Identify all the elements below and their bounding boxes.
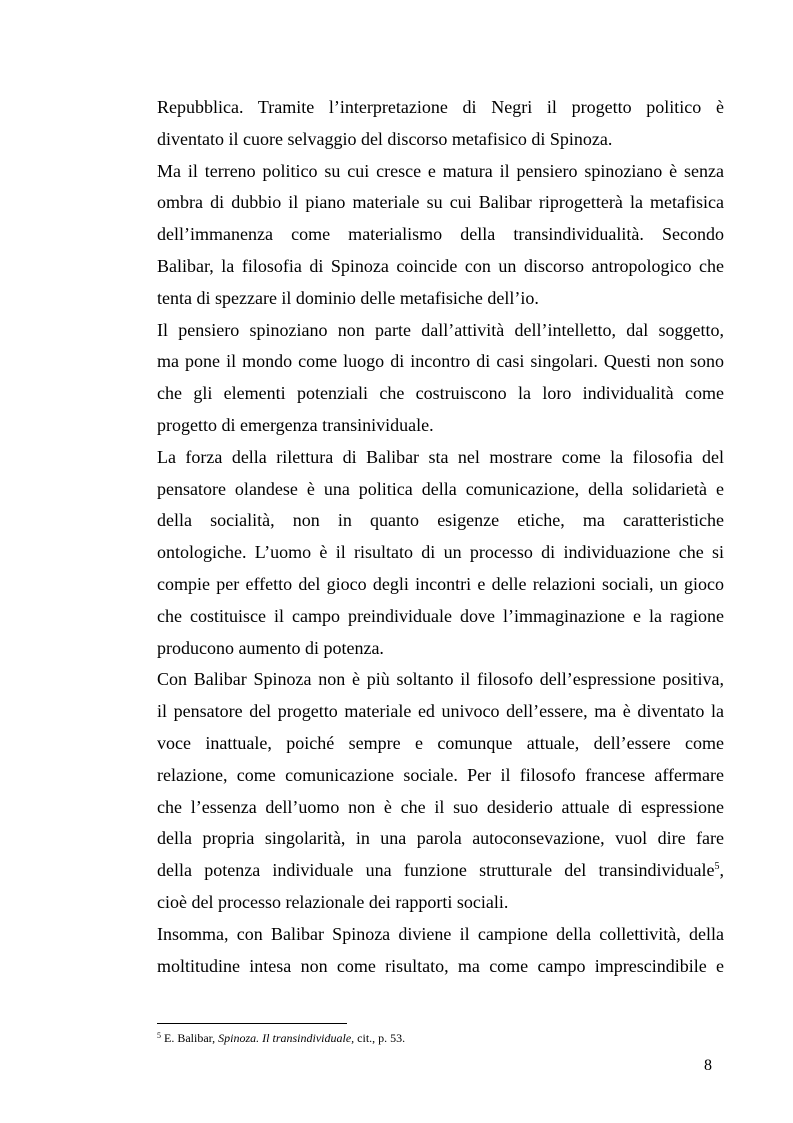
text-line-content: La forza della rilettura di Balibar sta nel mostrare come la filosofia del — [157, 446, 724, 467]
footnote-reference: 5 — [714, 861, 720, 873]
text-line-content: producono aumento di potenza. — [157, 637, 384, 658]
text-line: della potenza individuale una funzione strutturale del transindividuale$^5$, — [157, 860, 724, 881]
text-line — [157, 951, 724, 983]
body-text — [157, 92, 724, 982]
page-number: 8 — [704, 1057, 712, 1074]
text-line — [157, 124, 724, 156]
text-line-content: il pensatore del progetto materiale ed univoco dell’essere, ma è diventato la — [157, 701, 724, 722]
text-line-content: Repubblica. Tramite l’interpretazione di Negri il progetto politico è — [157, 97, 724, 117]
text-line — [157, 919, 724, 951]
text-line — [157, 378, 724, 410]
text-line-content: cioè del processo relazionale dei rapporti sociali. — [157, 891, 509, 912]
text-line-content: progetto di emergenza transinividuale. — [157, 414, 434, 435]
text-line — [157, 537, 724, 569]
text-line — [157, 474, 724, 506]
text-line-content: dell’immanenza come materialismo della transindividualità. Secondo — [157, 224, 724, 245]
text-line — [157, 187, 724, 219]
text-line-content: diventato il cuore selvaggio del discorso metafisico di Spinoza. — [157, 128, 613, 149]
text-line-content: che l’essenza dell’uomo non è che il suo desiderio attuale di espressione — [157, 796, 724, 817]
text-line-content: moltitudine intesa non come risultato, ma come campo imprescindibile e — [157, 955, 724, 976]
text-line — [157, 346, 724, 378]
text-line — [157, 696, 724, 728]
text-line-content: compie per effetto del gioco degli incontri e delle relazioni sociali, un gioco — [157, 573, 724, 594]
footnote-author: E. Balibar, — [161, 1031, 219, 1045]
text-line — [157, 219, 724, 251]
text-line — [157, 728, 724, 760]
text-line-content: Il pensiero spinoziano non parte dall’attività dell’intelletto, dal soggetto, — [157, 319, 724, 340]
text-line-content: ma pone il mondo come luogo di incontro di casi singolari. Questi non sono — [157, 351, 724, 372]
text-line-content: che costituisce il campo preindividuale dove l’immaginazione e la ragione — [157, 605, 724, 626]
text-line — [157, 505, 724, 537]
text-line — [157, 633, 724, 665]
text-line — [157, 664, 724, 696]
text-line-content: pensatore olandese è una politica della comunicazione, della solidarietà e — [157, 478, 724, 499]
text-line-content: Con Balibar Spinoza non è più soltanto il filosofo dell’espressione positiva, — [157, 669, 724, 690]
text-line-content: Ma il terreno politico su cui cresce e matura il pensiero spinoziano è senza — [157, 160, 724, 181]
footnote — [157, 1030, 405, 1046]
text-line-content: Balibar, la filosofia di Spinoza coincide con un discorso antropologico che — [157, 255, 724, 276]
text-line — [157, 156, 724, 188]
text-line-content: Insomma, con Balibar Spinoza diviene il campione della collettività, della — [157, 923, 724, 944]
text-line — [157, 442, 724, 474]
text-line-content: ontologiche. L’uomo è il risultato di un processo di individuazione che si — [157, 542, 724, 563]
footnote-separator — [157, 1023, 347, 1024]
text-line-content: ombra di dubbio il piano materiale su cui Balibar riprogetterà la metafisica — [157, 192, 724, 213]
text-line-content: che gli elementi potenziali che costruiscono la loro individualità come — [157, 383, 724, 404]
text-line-content: della potenza individuale una funzione strutturale del transindividuale — [157, 860, 715, 881]
footnote-rest: cit., p. 53. — [354, 1031, 406, 1045]
text-line — [157, 283, 724, 315]
footnote-number: 5 — [157, 1031, 161, 1040]
text-line — [157, 251, 724, 283]
text-line-content: relazione, come comunicazione sociale. Per il filosofo francese affermare — [157, 764, 724, 785]
text-line-content: voce inattuale, poiché sempre e comunque attuale, dell’essere come — [157, 732, 724, 753]
text-line — [157, 792, 724, 824]
text-line — [157, 410, 724, 442]
footnote-title: Spinoza. Il transindividuale, — [218, 1031, 355, 1045]
text-line — [157, 601, 724, 633]
text-line — [157, 823, 724, 855]
text-line — [157, 315, 724, 347]
text-line-content: della propria singolarità, in una parola autoconsevazione, vuol dire fare — [157, 828, 724, 849]
text-line — [157, 92, 724, 124]
text-line — [157, 887, 724, 919]
text-line-content: della socialità, non in quanto esigenze etiche, ma caratteristiche — [157, 510, 724, 531]
text-line — [157, 760, 724, 792]
text-line — [157, 569, 724, 601]
text-line-content: tenta di spezzare il dominio delle metafisiche dell’io. — [157, 287, 539, 308]
